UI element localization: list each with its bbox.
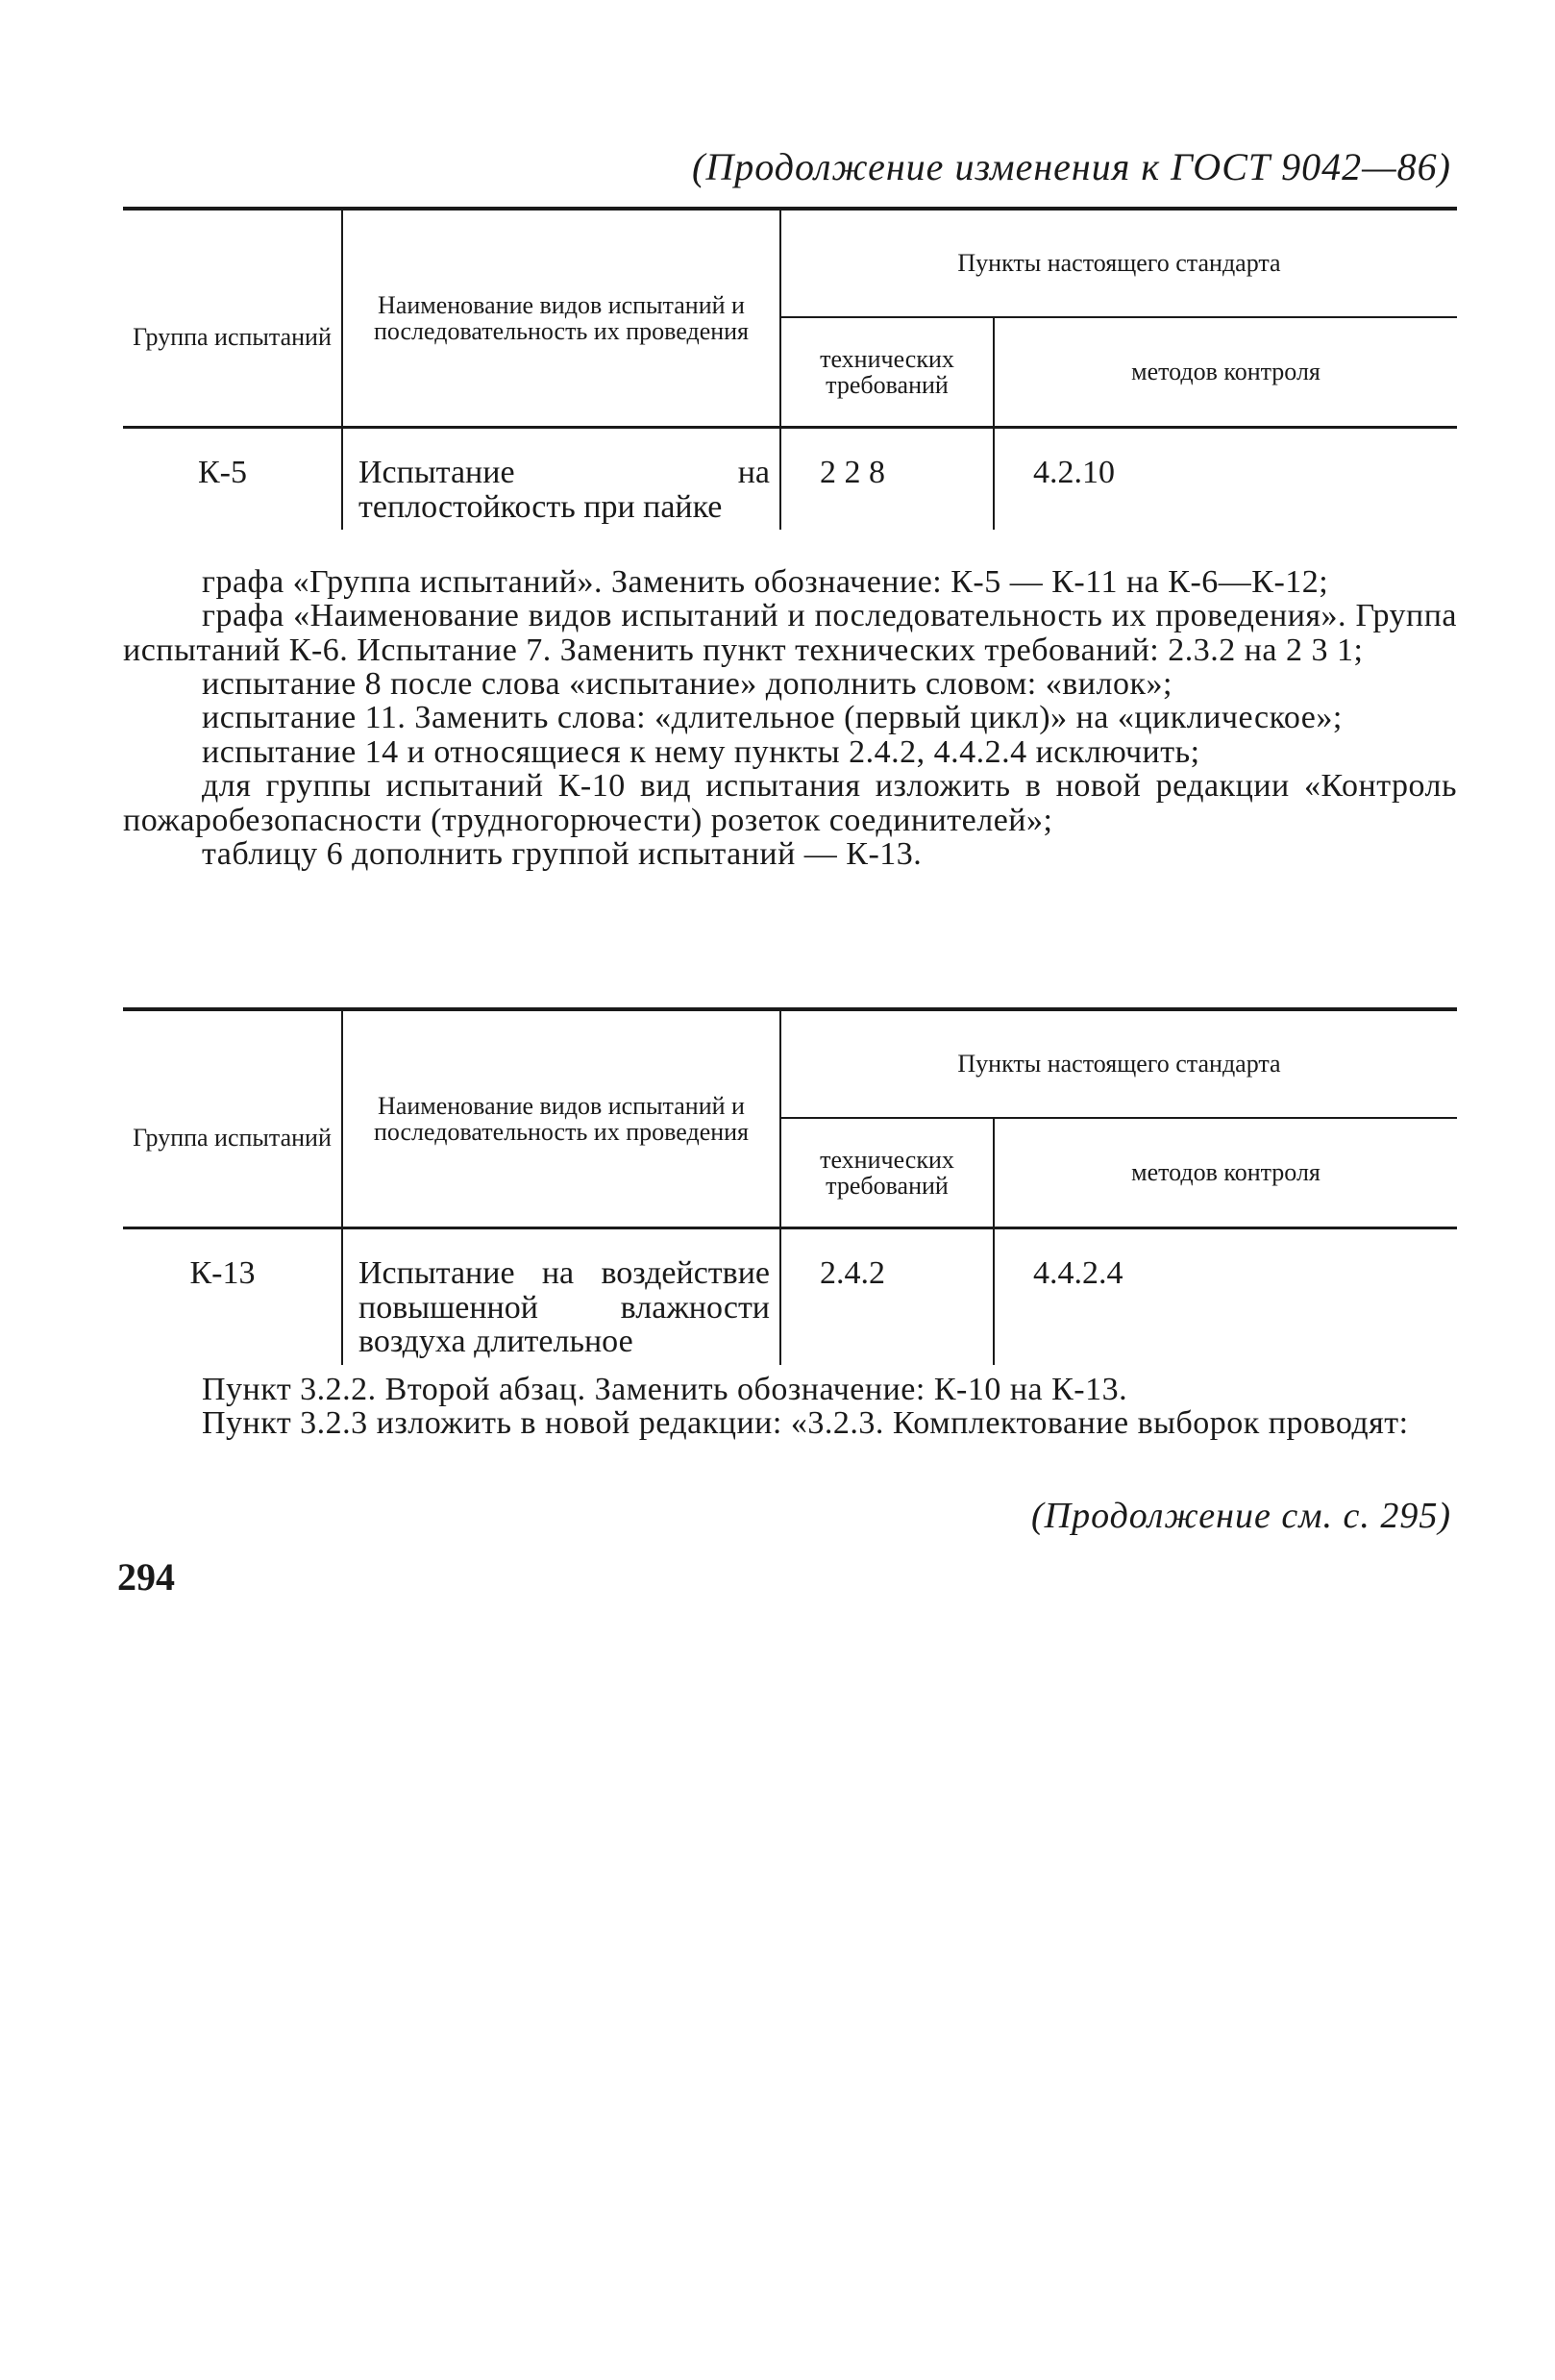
paragraph: таблицу 6 дополнить группой испытаний — К-13. [202,835,923,872]
col-header-points: Пункты настоящего стандарта [780,1009,1457,1118]
paragraph: графа «Наименование видов испытаний и последовательность их проведения». Группа испытаний К-6. Испытание 7. Заменить пункт технических требований: 2.3.2 на 2 3 1; [123,598,1457,668]
paragraph: для группы испытаний К-10 вид испытания изложить в новой редакции «Контроль пожаробезопасности (трудногорючести) розеток соединителей»; [123,768,1457,838]
amendment-text-2 [123,1373,1457,1441]
col-header-name: Наименование видов испытаний и последовательность их проведения [342,209,780,428]
col-header-tech: технических требований [780,317,994,428]
continuation-note: (Продолжение см. с. 295) [1030,1496,1451,1536]
paragraph: графа «Группа испытаний». Заменить обозначение: К-5 — К-11 на К-6—К-12; [202,564,1329,600]
paragraph: испытание 11. Заменить слова: «длительное (первый цикл)» на «циклическое»; [202,700,1343,736]
cell-name: Испытание на теплостойкость при пайке [342,428,780,531]
cell-methods: 4.4.2.4 [994,1228,1457,1366]
col-header-name: Наименование видов испытаний и последовательность их проведения [342,1009,780,1228]
cell-name: Испытание на воздействие повышенной влажности воздуха длительное [342,1228,780,1366]
table-row [123,1228,1457,1366]
col-header-methods: методов контроля [994,1118,1457,1228]
col-header-points: Пункты настоящего стандарта [780,209,1457,317]
test-groups-table-2 [123,1007,1457,1365]
paragraph: Пункт 3.2.2. Второй абзац. Заменить обозначение: К-10 на К-13. [202,1372,1128,1407]
col-header-tech: технических требований [780,1118,994,1228]
col-header-group: Группа испытаний [123,1009,342,1228]
paragraph: испытание 14 и относящиеся к нему пункты 2.4.2, 4.4.2.4 исключить; [202,733,1200,770]
cell-group: К-5 [198,455,247,490]
cell-tech: 2.4.2 [780,1228,994,1366]
cell-methods: 4.2.10 [994,428,1457,531]
col-header-methods: методов контроля [994,317,1457,428]
amendment-text-1 [123,565,1457,871]
page-number: 294 [117,1555,175,1599]
paragraph: испытание 8 после слова «испытание» дополнить словом: «вилок»; [202,666,1172,703]
cell-tech: 2 2 8 [780,428,994,531]
running-header: (Продолжение изменения к ГОСТ 9042—86) [692,145,1451,188]
paragraph: Пункт 3.2.3 изложить в новой редакции: «3.2.3. Комплектование выборок проводят: [202,1405,1409,1442]
table-row [123,428,1457,531]
col-header-group: Группа испытаний [123,209,342,428]
cell-group: К-13 [189,1255,256,1291]
test-groups-table-1 [123,207,1457,530]
